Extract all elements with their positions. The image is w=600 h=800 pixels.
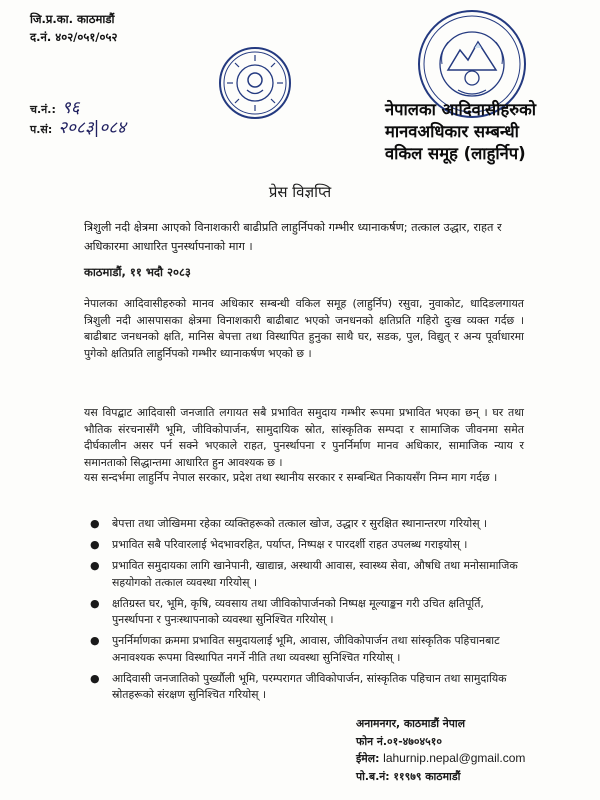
contact-pobox-line: पो.ब.नं: ११९७९ काठमाडौं xyxy=(356,769,461,783)
pa-number-label: प.सं: xyxy=(30,123,53,136)
pa-number-line xyxy=(30,119,126,139)
bullet-icon: ● xyxy=(90,559,100,572)
demands-list xyxy=(84,516,524,708)
cha-number-label: च.नं.: xyxy=(30,103,56,116)
dateline: काठमाडौं, ११ भदौ २०८३ xyxy=(84,265,191,279)
registration-number: द.नं. ४०२/०५१/०५२ xyxy=(30,30,118,44)
contact-block xyxy=(356,715,525,785)
contact-phone: ०१-४७०४५१० xyxy=(386,734,442,748)
bullet-icon: ● xyxy=(90,596,100,610)
cha-number-handwritten: ९६ xyxy=(61,98,80,118)
contact-phone-line: फोन नं.०१-४७०४५१० xyxy=(356,734,442,748)
paragraph-3: यस सन्दर्भमा लाहुर्निप नेपाल सरकार, प्रदेश तथा स्थानीय सरकार र सम्बन्धित निकायसँग निम्न माग गर्दछ । xyxy=(84,471,498,484)
headline: त्रिशुली नदी क्षेत्रमा आएको विनाशकारी बाढीप्रति लाहुर्निपको गम्भीर ध्यानाकर्षण; तत्काल उद्धार, राहत र अधिकारमा आधारित पुनर्स्थापनाको माग । xyxy=(84,221,502,253)
demand-item: ● बेपत्ता तथा जोखिममा रहेका व्यक्तिहरूको तत्काल खोज, उद्धार र सुरक्षित स्थानान्तरण गरियोस् । xyxy=(84,516,524,533)
cha-number-line xyxy=(30,99,126,119)
bullet-icon: ● xyxy=(90,671,100,685)
lahurnip-round-seal xyxy=(219,47,291,119)
demand-item: ● प्रभावित सबै परिवारलाई भेदभावरहित, पर्याप्त, निष्पक्ष र पारदर्शी राहत उपलब्ध गराइयोस् । xyxy=(84,537,524,554)
bullet-icon: ● xyxy=(90,634,100,647)
demand-item: ● क्षतिग्रस्त घर, भूमि, कृषि, व्यवसाय तथा जीविकोपार्जनको निष्पक्ष मूल्याङ्कन गरी उचित क्षतिपूर्ति, पुनर्स्थापना र पुनःस्थापनाको व्यवस्था सुनिश्चित गरियोस् । xyxy=(90,596,484,626)
contact-email-line: ईमेल: lahurnip.nepal@gmail.com xyxy=(356,751,526,765)
pa-number-handwritten: २०८३|०८४ xyxy=(58,118,126,138)
paragraph-1: नेपालका आदिवासीहरुको मानव अधिकार सम्बन्धी वकिल समूह (लाहुर्निप) रसुवा, नुवाकोट, धादिङलगायत त्रिशुली नदी आसपासका क्षेत्रमा विनाशकारी बाढीबाट भएको जनधनको क्षतिप्रति गहिरो दुःख व्यक्त गर्दछ । बाढीबाट जनधनको क्षति, मानिस बेपत्ता तथा विस्थापित हुनुका साथै घर, सडक, पुल, विद्युत् र अन्य पूर्वाधारमा पुगेको क्षतिप्रति लाहुर्निपको गम्भीर ध्यानाकर्षण भएको छ । xyxy=(84,297,524,360)
contact-email: lahurnip.nepal@gmail.com xyxy=(383,751,526,765)
demand-item: ● आदिवासी जनजातिको पुर्ख्यौली भूमि, परम्परागत जीविकोपार्जन, सांस्कृतिक पहिचान तथा सामुदायिक स्रोतहरूको संरक्षण सुनिश्चित गरियोस् । xyxy=(90,671,507,701)
registration-office: जि.प्र.का. काठमाडौं xyxy=(30,12,115,26)
reference-numbers xyxy=(30,99,126,139)
paragraph-2: यस विपद्बाट आदिवासी जनजाति लगायत सबै प्रभावित समुदाय गम्भीर रूपमा प्रभावित भएका छन् । घर तथा भौतिक संरचनासँगै भूमि, जीविकोपार्जन, सामुदायिक स्रोत, सांस्कृतिक सम्पदा र सामाजिक जीवनमा समेत दीर्घकालीन असर पर्न सक्ने भएकाले राहत, पुनर्स्थापना र पुनर्निर्माण मानव अधिकार, सामाजिक न्याय र समानताको सिद्धान्तमा आधारित हुन आवश्यक छ । xyxy=(84,406,524,469)
contact-pobox: ११९७९ काठमाडौं xyxy=(393,769,461,783)
registration-info xyxy=(30,10,117,46)
bullet-icon: ● xyxy=(90,517,100,530)
contact-address: अनामनगर, काठमाडौं नेपाल xyxy=(356,717,466,730)
bullet-icon: ● xyxy=(90,538,100,551)
demand-item: ● पुनर्निर्माणका क्रममा प्रभावित समुदायलाई भूमि, आवास, जीविकोपार्जन तथा सांस्कृतिक पहिचानबाट अनावश्यक रूपमा विस्थापित नगर्ने नीति तथा व्यवस्था सुनिश्चित गरियोस् । xyxy=(90,634,500,664)
demand-item: ● प्रभावित समुदायका लागि खानेपानी, खाद्यान्न, अस्थायी आवास, स्वास्थ्य सेवा, औषधि तथा मनोसामाजिक सहयोगको तत्काल व्यवस्था गरियोस् । xyxy=(90,559,518,589)
organization-name: नेपालका आदिवासीहरुको मानवअधिकार सम्बन्धी वकिल समूह (लाहुर्निप) xyxy=(385,100,537,163)
document-title: प्रेस विज्ञप्ति xyxy=(268,183,332,201)
